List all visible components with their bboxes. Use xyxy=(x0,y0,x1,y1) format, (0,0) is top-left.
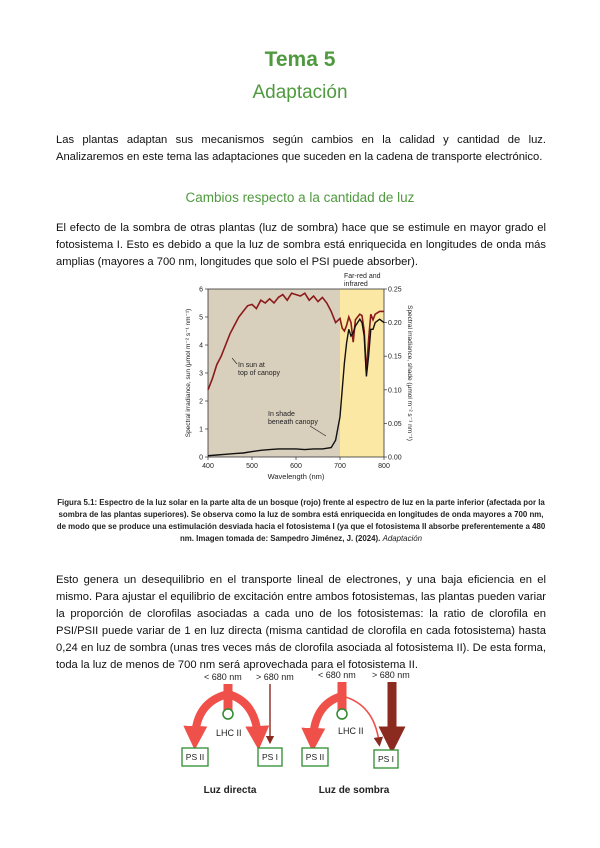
left-psi-label: PS I xyxy=(261,752,279,762)
shade-label-1: In shade xyxy=(268,411,295,418)
sun-label-1: In sun at xyxy=(238,362,265,369)
x-tick-label: 700 xyxy=(334,463,346,470)
left-wave-long: > 680 nm xyxy=(256,672,294,682)
shade-label-2: beneath canopy xyxy=(268,419,318,426)
y2-tick-label: 0.15 xyxy=(388,353,402,361)
y-tick-label: 6 xyxy=(199,286,203,294)
photosystem-schematic xyxy=(178,668,418,800)
y-axis-label: Spectral irradiance, sun (μmol m⁻² s⁻¹ nm⁻¹) xyxy=(185,308,192,438)
spectrum-chart xyxy=(182,268,422,486)
y2-tick-label: 0.25 xyxy=(388,286,402,294)
page-subtitle: Adaptación xyxy=(252,82,348,103)
right-wave-short: < 680 nm xyxy=(318,670,356,680)
y-tick-label: 2 xyxy=(199,398,203,406)
y-tick-label: 5 xyxy=(199,314,203,322)
right-lhc-node xyxy=(337,709,347,719)
right-psi-label: PS I xyxy=(377,754,395,764)
x-tick-label: 800 xyxy=(378,463,390,470)
far-red-band xyxy=(340,289,384,457)
intro-paragraph: Las plantas adaptan sus mecanismos según cambios en la calidad y cantidad de luz. Analizaremos en este tema las adaptaciones que suceden en la cadena de transporte electrónico. xyxy=(56,134,546,163)
caption-text: Figura 5.1: Espectro de la luz solar en la parte alta de un bosque (rojo) frente al espectro de luz en la parte inferior (afectada por la sombra de las plantas superiores). Se observa como la luz de sombra está enriquecida en longitudes de onda mayores a 700 nm, de modo que se produce una estimulación desviada hacia el fotosistema I (ya que el fotosistema II absorbe preferentemente a 480 nm. Imagen tomada de: Sampedro Jiménez, J. (2024). xyxy=(56,498,546,543)
section-heading: Cambios respecto a la cantidad de luz xyxy=(185,190,415,205)
y-tick-label: 3 xyxy=(199,370,203,378)
x-tick-label: 600 xyxy=(290,463,302,470)
page-title: Tema 5 xyxy=(264,48,336,71)
x-tick-label: 500 xyxy=(246,463,258,470)
caption-source: Adaptación xyxy=(382,534,423,543)
band-label-2: infrared xyxy=(344,281,368,288)
y2-tick-label: 0.10 xyxy=(388,387,402,395)
right-psii-label: PS II xyxy=(305,752,325,762)
y-tick-label: 1 xyxy=(199,426,203,434)
y2-tick-label: 0.05 xyxy=(388,420,402,428)
y2-tick-label: 0.20 xyxy=(388,320,402,328)
band-label-1: Far-red and xyxy=(344,273,381,280)
y2-axis-label: Spectral irradiance, shade (μmol m⁻² s⁻¹ nm⁻¹) xyxy=(406,305,413,441)
figure-caption xyxy=(56,497,546,545)
left-lhc-node xyxy=(223,709,233,719)
left-wave-short: < 680 nm xyxy=(204,672,242,682)
x-tick-label: 400 xyxy=(202,463,214,470)
shade-light-diagram xyxy=(302,670,410,796)
y-tick-label: 0 xyxy=(199,454,203,462)
equilibrium-paragraph: Esto genera un desequilibrio en el transporte lineal de electrones, y una baja eficiencia en el mismo. Para ajustar el equilibrio de excitación entre ambos fotosistemas, las plantas pueden variar la proporción de clorofilas asociadas a cada uno de los fotosistemas: la ratio de clorofila en PSI/PSII puede variar de 1 en luz directa (misma cantidad de clorofila en cada fotosistema) hasta 0,24 en luz de sombra (unas tres veces más de clorofila asociada al fotosistema II). De esta forma, toda la luz de menos de 700 nm será aprovechada para el fotosistema II. xyxy=(56,574,547,671)
right-wave-long: > 680 nm xyxy=(372,670,410,680)
x-axis-label: Wavelength (nm) xyxy=(267,472,325,481)
right-lhc-label: LHC II xyxy=(338,726,364,736)
y-tick-label: 4 xyxy=(199,342,203,350)
left-lhc-label: LHC II xyxy=(216,728,242,738)
direct-light-diagram xyxy=(182,672,294,796)
left-psii-label: PS II xyxy=(185,752,205,762)
sun-label-2: top of canopy xyxy=(238,370,281,377)
y2-tick-label: 0.00 xyxy=(388,454,402,462)
left-caption: Luz directa xyxy=(203,785,257,796)
right-caption: Luz de sombra xyxy=(318,785,390,796)
shade-effect-paragraph: El efecto de la sombra de otras plantas (luz de sombra) hace que se estimule en mayor grado el fotosistema I. Esto es debido a que la luz de sombra está enriquecida en longitudes de onda más amplias (mayores a 700 nm, longitudes que solo el PSI puede absorber). xyxy=(56,222,546,268)
